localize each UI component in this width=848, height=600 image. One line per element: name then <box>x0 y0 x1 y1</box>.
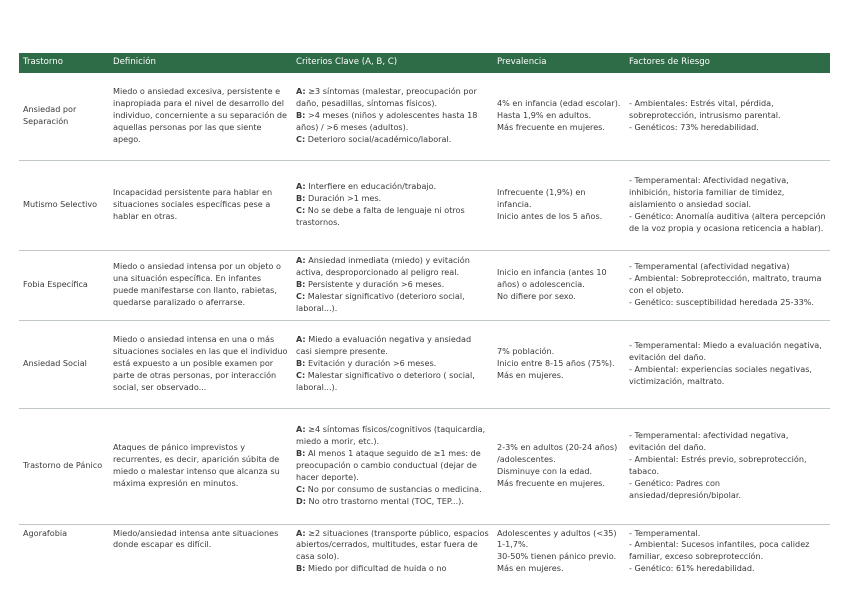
criterion-line <box>296 279 489 291</box>
cell-prevalencia <box>493 73 625 160</box>
criterion-line <box>296 134 489 146</box>
criterion-line <box>296 193 489 205</box>
cell-trastorno: Ansiedad por Separación <box>19 73 109 160</box>
cell-trastorno: Agorafobia <box>23 527 68 538</box>
criterion-line <box>296 86 489 110</box>
criterion-text: Al menos 1 ataque seguido de ≥1 mes: de preocupación o cambio conductual (dejar de hacer deporte). <box>296 448 481 482</box>
factor-line: - Temperamental: Afectividad negativa, inhibición, historia familiar de timidez, aislamiento o ansiedad social. <box>629 175 789 210</box>
criterion-key: C: <box>296 290 306 301</box>
factor-line: - Genéticos: 73% heredabilidad. <box>629 122 759 133</box>
cell-factores <box>625 524 830 584</box>
criterion-line <box>296 528 489 564</box>
criterion-line <box>296 181 489 193</box>
header-row <box>19 53 830 73</box>
prevalencia-line: Adolescentes y adultos (<35) 1-1,7%. <box>497 527 617 550</box>
table-row <box>19 250 830 320</box>
prevalencia-line: 4% en infancia (edad escolar). <box>497 98 621 109</box>
criterion-key: B: <box>296 358 306 369</box>
criterion-text: Miedo por dificultad de huida o no <box>305 563 447 574</box>
table-header <box>19 53 830 73</box>
criterion-key: D: <box>296 495 306 506</box>
cell-factores <box>625 408 830 524</box>
cell-criterios <box>292 524 493 584</box>
criterion-text: ≥3 síntomas (malestar, preocupación por daño, pesadillas, síntomas físicos). <box>296 86 477 109</box>
prevalencia-line: 2-3% en adultos (20-24 años) /adolescentes. <box>497 442 618 465</box>
cell-trastorno: Trastorno de Pánico <box>19 408 109 524</box>
criterion-key: A: <box>296 527 306 538</box>
criterion-text: Deterioro social/académico/laboral. <box>305 134 452 145</box>
criterion-line <box>296 255 489 279</box>
criterion-line <box>296 358 489 370</box>
criterion-key: B: <box>296 448 306 459</box>
factor-line: - Ambiental: Sucesos infantiles, poca calidez familiar, exceso sobreprotección. <box>629 539 810 562</box>
criterion-key: B: <box>296 110 306 121</box>
prevalencia-line: 7% población. <box>497 346 555 357</box>
prevalencia-line: Inicio en infancia (antes 10 años) o adolescencia. <box>497 267 607 290</box>
criterion-text: Duración >1 mes. <box>305 193 382 204</box>
prevalencia-line: Disminuye con la edad. <box>497 466 593 476</box>
cell-prevalencia <box>493 320 625 408</box>
cell-factores <box>625 160 830 250</box>
cell-factores <box>625 73 830 160</box>
header-prevalencia: Prevalencia <box>493 53 625 73</box>
criterion-text: Miedo a evaluación negativa y ansiedad casi siempre presente. <box>296 334 472 357</box>
prevalencia-line: Inicio antes de los 5 años. <box>497 210 603 221</box>
criterion-line <box>296 291 489 315</box>
criterion-text: No por consumo de sustancias o medicina. <box>305 483 482 494</box>
factor-line: - Ambiental: experiencias sociales negativas, victimización, maltrato. <box>629 364 812 386</box>
prevalencia-line: No difiere por sexo. <box>497 290 576 301</box>
header-factores: Factores de Riesgo <box>625 53 830 73</box>
criterion-line <box>296 110 489 134</box>
cell-criterios <box>292 250 493 320</box>
criterion-text: >4 meses (niños y adolescentes hasta 18 años) / >6 meses (adultos). <box>296 110 478 133</box>
cell-trastorno: Fobia Específica <box>19 250 109 320</box>
factor-line: - Genético: susceptibilidad heredada 25-33%. <box>629 296 815 307</box>
header-definicion: Definición <box>109 53 292 73</box>
criterion-key: A: <box>296 181 306 192</box>
prevalencia-line: 30-50% tienen pánico previo. Más en mujeres. <box>497 551 617 574</box>
criterion-text: Malestar significativo o deterioro ( social, laboral...). <box>296 369 475 392</box>
table-row <box>19 408 830 524</box>
cell-prevalencia <box>493 524 625 584</box>
factor-line: - Ambientales: Estrés vital, pérdida, sobreprotección, intrusismo parental. <box>629 98 781 121</box>
criterion-key: C: <box>296 205 306 215</box>
criterion-line <box>296 496 489 508</box>
cell-definicion: Miedo o ansiedad intensa en una o más situaciones sociales en las que el individuo está expuesto a un posible examen por parte de otras personas, por interacción social, ser observado... <box>109 320 292 408</box>
factor-line: - Temperamental: afectividad negativa, evitación del daño. <box>629 430 789 453</box>
cell-prevalencia <box>493 408 625 524</box>
criterion-key: A: <box>296 334 306 345</box>
criterion-key: B: <box>296 193 306 204</box>
criterion-line <box>296 205 489 229</box>
criterion-key: C: <box>296 134 306 145</box>
criterion-text: ≥2 situaciones (transporte público, espacios abiertos/cerrados, multitudes, estar fuera de casa solo). <box>296 527 489 562</box>
factor-line: - Temperamental (afectividad negativa) <box>629 261 790 272</box>
table-row <box>19 320 830 408</box>
criterion-line <box>296 334 489 358</box>
criterion-key: C: <box>296 369 306 380</box>
factor-line: - Genético: Anomalía auditiva (altera percepción de la voz propia y ocasiona reticencia a hablar). <box>629 210 826 233</box>
criterion-key: A: <box>296 86 306 97</box>
criterion-text: Interfiere en educación/trabajo. <box>305 181 437 192</box>
cell-criterios <box>292 160 493 250</box>
cell-criterios <box>292 408 493 524</box>
criterion-key: A: <box>296 424 306 435</box>
cell-prevalencia <box>493 250 625 320</box>
table-body <box>19 73 830 584</box>
cell-definicion: Miedo/ansiedad intensa ante situaciones donde escapar es difícil. <box>113 527 279 550</box>
criterion-key: B: <box>296 563 306 574</box>
criterion-text: No se debe a falta de lenguaje ni otros trastornos. <box>296 205 465 227</box>
criterion-line <box>296 370 489 394</box>
table-row <box>19 73 830 160</box>
cell-definicion: Miedo o ansiedad intensa por un objeto o una situación específica. En infantes puede manifestarse con llanto, rabietas, quedarse paralizado o aferrarse. <box>109 250 292 320</box>
header-criterios: Criterios Clave (A, B, C) <box>292 53 493 73</box>
criterion-text: Malestar significativo (deterioro social, laboral...). <box>296 290 465 313</box>
criterion-text: Persistente y duración >6 meses. <box>305 279 445 290</box>
table-row <box>19 160 830 250</box>
factor-line: - Genético: Padres con ansiedad/depresión/bipolar. <box>629 477 741 500</box>
criterion-key: C: <box>296 483 306 494</box>
cell-trastorno: Ansiedad Social <box>19 320 109 408</box>
factor-line: - Temperamental. <box>629 527 701 538</box>
criterion-text: No otro trastorno mental (TOC, TEP...). <box>305 495 464 506</box>
criterion-text: Evitación y duración >6 meses. <box>305 358 437 369</box>
cell-definicion: Ataques de pánico imprevistos y recurrentes, es decir, aparición súbita de miedo o malestar intenso que alcanza su máxima expresión en minutos. <box>109 408 292 524</box>
cell-prevalencia <box>493 160 625 250</box>
criterion-line <box>296 484 489 496</box>
prevalencia-line: Más frecuente en mujeres. <box>497 122 605 133</box>
criterion-line <box>296 563 489 575</box>
criterion-key: A: <box>296 255 306 266</box>
cell-criterios <box>292 320 493 408</box>
table-row <box>19 524 830 584</box>
cell-criterios <box>292 73 493 160</box>
cell-definicion: Miedo o ansiedad excesiva, persistente e inapropiada para el nivel de desarrollo del individuo, concerniente a su separación de aquellas personas por las que siente apego. <box>109 73 292 160</box>
prevalencia-line: Inicio entre 8-15 años (75%). Más en mujeres. <box>497 358 615 380</box>
cell-definicion: Incapacidad persistente para hablar en situaciones sociales específicas pese a hablar en otras. <box>109 160 292 250</box>
cell-factores <box>625 320 830 408</box>
prevalencia-line: Hasta 1,9% en adultos. <box>497 110 592 121</box>
prevalencia-line: Más frecuente en mujeres. <box>497 477 605 488</box>
factor-line: - Ambiental: Sobreprotección, maltrato, trauma con el objeto. <box>629 273 822 295</box>
header-trastorno: Trastorno <box>19 53 109 73</box>
factor-line: - Ambiental: Estrés previo, sobreprotección, tabaco. <box>629 454 807 476</box>
prevalencia-line: Infrecuente (1,9%) en infancia. <box>497 187 586 210</box>
anxiety-disorders-table <box>19 53 830 584</box>
cell-trastorno: Mutismo Selectivo <box>19 160 109 250</box>
factor-line: - Temperamental: Miedo a evaluación negativa, evitación del daño. <box>629 340 822 363</box>
criterion-text: Ansiedad inmediata (miedo) y evitación activa, desproporcionado al peligro real. <box>296 255 470 278</box>
cell-factores <box>625 250 830 320</box>
criterion-line <box>296 424 489 448</box>
criterion-key: B: <box>296 279 306 290</box>
criterion-text: ≥4 síntomas físicos/cognitivos (taquicardia, miedo a morir, etc.). <box>296 424 486 447</box>
criterion-line <box>296 448 489 484</box>
factor-line: - Genético: 61% heredabilidad. <box>629 563 755 574</box>
